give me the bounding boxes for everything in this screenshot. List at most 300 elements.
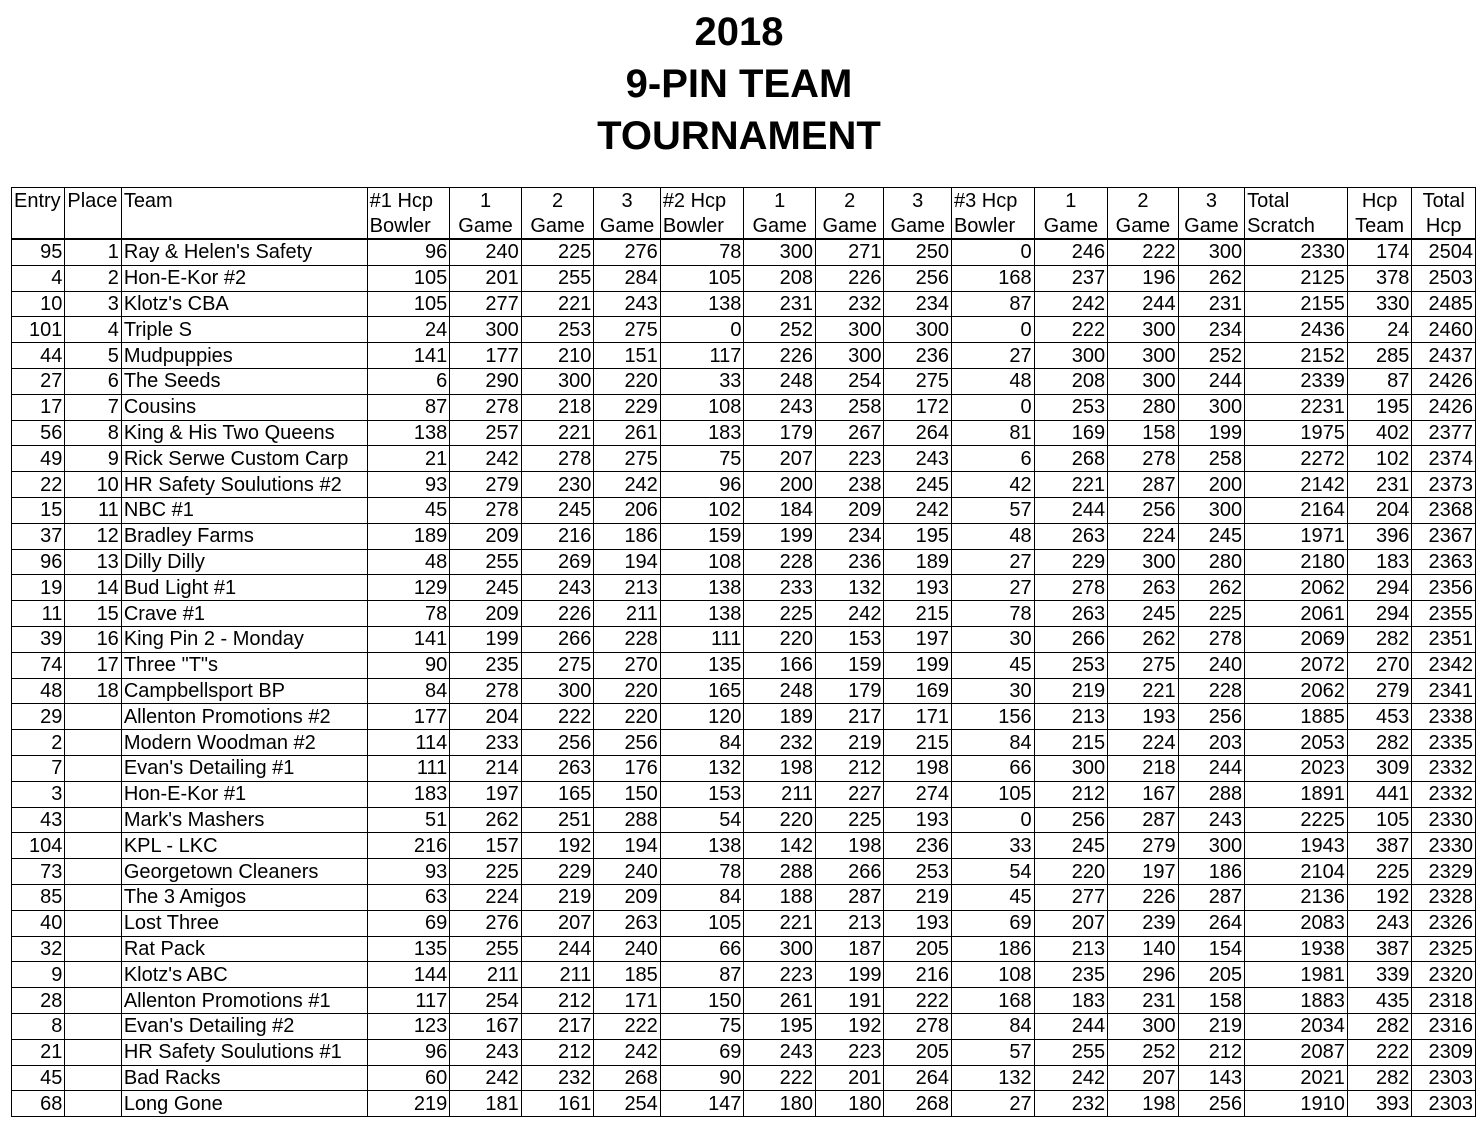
table-row — [12, 1013, 1476, 1039]
cell-bowler1-hcp: 141 — [367, 343, 450, 369]
cell-bowler2-game3: 216 — [884, 962, 952, 988]
cell-bowler3-hcp: 105 — [951, 781, 1034, 807]
table-row — [12, 265, 1476, 291]
cell-bowler3-hcp: 156 — [951, 704, 1034, 730]
cell-bowler3-game2: 245 — [1108, 601, 1179, 627]
cell-entry: 74 — [12, 652, 65, 678]
cell-entry: 21 — [12, 1039, 65, 1065]
cell-bowler2-game1: 228 — [744, 549, 816, 575]
cell-bowler3-game1: 244 — [1034, 497, 1108, 523]
table-row — [12, 626, 1476, 652]
cell-bowler3-game2: 244 — [1108, 291, 1179, 317]
cell-bowler1-game3: 176 — [594, 755, 660, 781]
header-bowler3-game3: 3 — [1178, 188, 1244, 214]
cell-place: 9 — [65, 446, 121, 472]
cell-entry: 85 — [12, 884, 65, 910]
cell-bowler1-game3: 206 — [594, 497, 660, 523]
cell-bowler1-game3: 240 — [594, 859, 660, 885]
cell-bowler3-game1: 229 — [1034, 549, 1108, 575]
cell-total-scratch: 1943 — [1245, 833, 1348, 859]
cell-bowler3-hcp: 45 — [951, 884, 1034, 910]
cell-bowler1-game2: 266 — [521, 626, 594, 652]
cell-bowler3-game3: 300 — [1178, 497, 1244, 523]
cell-bowler3-game3: 280 — [1178, 549, 1244, 575]
cell-total-scratch: 2436 — [1245, 317, 1348, 343]
cell-team: Dilly Dilly — [121, 549, 367, 575]
cell-bowler3-game1: 208 — [1034, 368, 1108, 394]
cell-bowler2-game1: 211 — [744, 781, 816, 807]
cell-total-hcp: 2335 — [1412, 730, 1476, 756]
cell-bowler2-hcp: 75 — [660, 1013, 744, 1039]
table-row — [12, 1065, 1476, 1091]
cell-bowler1-game1: 235 — [450, 652, 522, 678]
cell-hcp-team: 453 — [1347, 704, 1411, 730]
cell-bowler1-hcp: 48 — [367, 549, 450, 575]
cell-bowler3-game3: 264 — [1178, 910, 1244, 936]
cell-entry: 96 — [12, 549, 65, 575]
cell-bowler1-game1: 277 — [450, 291, 522, 317]
cell-total-scratch: 2339 — [1245, 368, 1348, 394]
cell-bowler2-hcp: 84 — [660, 884, 744, 910]
cell-total-hcp: 2330 — [1412, 807, 1476, 833]
header-bowler1-hcp: Bowler — [367, 213, 450, 239]
cell-bowler3-hcp: 186 — [951, 936, 1034, 962]
cell-bowler3-game2: 207 — [1108, 1065, 1179, 1091]
cell-bowler1-game1: 211 — [450, 962, 522, 988]
cell-place: 18 — [65, 678, 121, 704]
header-total-hcp: Hcp — [1412, 213, 1476, 239]
cell-bowler1-hcp: 144 — [367, 962, 450, 988]
cell-bowler3-hcp: 45 — [951, 652, 1034, 678]
cell-bowler2-game2: 199 — [815, 962, 884, 988]
cell-bowler1-game2: 221 — [521, 420, 594, 446]
cell-bowler3-game3: 234 — [1178, 317, 1244, 343]
cell-total-scratch: 1891 — [1245, 781, 1348, 807]
cell-bowler1-game3: 228 — [594, 626, 660, 652]
cell-total-hcp: 2437 — [1412, 343, 1476, 369]
cell-place: 5 — [65, 343, 121, 369]
cell-team: Evan's Detailing #1 — [121, 755, 367, 781]
cell-bowler3-game3: 154 — [1178, 936, 1244, 962]
cell-bowler2-game1: 300 — [744, 239, 816, 265]
cell-entry: 32 — [12, 936, 65, 962]
cell-entry: 2 — [12, 730, 65, 756]
cell-bowler1-game3: 288 — [594, 807, 660, 833]
cell-place: 4 — [65, 317, 121, 343]
cell-bowler2-hcp: 66 — [660, 936, 744, 962]
header-total-scratch: Scratch — [1245, 213, 1348, 239]
cell-bowler2-game3: 198 — [884, 755, 952, 781]
cell-total-hcp: 2329 — [1412, 859, 1476, 885]
header-bowler1-game2: 2 — [521, 188, 594, 214]
cell-entry: 29 — [12, 704, 65, 730]
header-bowler1-game2: Game — [521, 213, 594, 239]
cell-bowler1-hcp: 105 — [367, 291, 450, 317]
cell-total-scratch: 2072 — [1245, 652, 1348, 678]
cell-bowler3-game1: 263 — [1034, 601, 1108, 627]
cell-bowler3-game2: 252 — [1108, 1039, 1179, 1065]
cell-place — [65, 1039, 121, 1065]
cell-bowler3-game2: 287 — [1108, 472, 1179, 498]
cell-hcp-team: 24 — [1347, 317, 1411, 343]
cell-total-hcp: 2326 — [1412, 910, 1476, 936]
cell-total-scratch: 1883 — [1245, 988, 1348, 1014]
cell-total-scratch: 2062 — [1245, 575, 1348, 601]
cell-bowler1-game2: 269 — [521, 549, 594, 575]
cell-entry: 40 — [12, 910, 65, 936]
cell-bowler1-game1: 209 — [450, 523, 522, 549]
cell-bowler1-game3: 275 — [594, 446, 660, 472]
cell-bowler1-hcp: 6 — [367, 368, 450, 394]
standings-table — [11, 187, 1476, 1117]
cell-bowler2-game2: 219 — [815, 730, 884, 756]
cell-total-scratch: 2104 — [1245, 859, 1348, 885]
cell-bowler2-game1: 208 — [744, 265, 816, 291]
cell-total-hcp: 2351 — [1412, 626, 1476, 652]
cell-bowler1-hcp: 96 — [367, 239, 450, 265]
header-bowler3-hcp: #3 Hcp — [951, 188, 1034, 214]
cell-bowler2-game1: 225 — [744, 601, 816, 627]
cell-bowler1-hcp: 96 — [367, 1039, 450, 1065]
cell-bowler2-game3: 169 — [884, 678, 952, 704]
cell-bowler2-game1: 220 — [744, 807, 816, 833]
cell-bowler1-game2: 212 — [521, 1039, 594, 1065]
cell-bowler1-hcp: 123 — [367, 1013, 450, 1039]
cell-bowler2-game2: 236 — [815, 549, 884, 575]
cell-place: 6 — [65, 368, 121, 394]
cell-hcp-team: 222 — [1347, 1039, 1411, 1065]
cell-team: Hon-E-Kor #2 — [121, 265, 367, 291]
cell-bowler1-hcp: 63 — [367, 884, 450, 910]
cell-bowler3-game2: 287 — [1108, 807, 1179, 833]
cell-bowler3-game1: 213 — [1034, 936, 1108, 962]
cell-bowler1-game3: 194 — [594, 549, 660, 575]
cell-total-hcp: 2367 — [1412, 523, 1476, 549]
cell-bowler1-game3: 284 — [594, 265, 660, 291]
cell-bowler2-game2: 179 — [815, 678, 884, 704]
cell-bowler2-game3: 236 — [884, 343, 952, 369]
cell-place — [65, 962, 121, 988]
header-entry — [12, 213, 65, 239]
cell-bowler3-game2: 300 — [1108, 1013, 1179, 1039]
cell-total-scratch: 1910 — [1245, 1091, 1348, 1117]
cell-total-scratch: 1885 — [1245, 704, 1348, 730]
header-bowler3-game1: 1 — [1034, 188, 1108, 214]
cell-bowler1-game1: 245 — [450, 575, 522, 601]
cell-bowler2-game1: 179 — [744, 420, 816, 446]
cell-bowler3-hcp: 84 — [951, 1013, 1034, 1039]
cell-team: Rick Serwe Custom Carp — [121, 446, 367, 472]
cell-bowler3-game1: 221 — [1034, 472, 1108, 498]
cell-bowler1-game2: 245 — [521, 497, 594, 523]
cell-bowler1-game1: 255 — [450, 936, 522, 962]
cell-bowler1-game2: 226 — [521, 601, 594, 627]
cell-bowler2-game2: 271 — [815, 239, 884, 265]
cell-bowler1-game1: 224 — [450, 884, 522, 910]
cell-bowler2-game2: 132 — [815, 575, 884, 601]
cell-total-scratch: 1981 — [1245, 962, 1348, 988]
cell-bowler3-game1: 207 — [1034, 910, 1108, 936]
cell-hcp-team: 309 — [1347, 755, 1411, 781]
cell-total-hcp: 2330 — [1412, 833, 1476, 859]
cell-bowler1-hcp: 141 — [367, 626, 450, 652]
cell-bowler2-game2: 153 — [815, 626, 884, 652]
cell-bowler2-game3: 234 — [884, 291, 952, 317]
header-bowler2-game3: 3 — [884, 188, 952, 214]
cell-bowler2-game1: 180 — [744, 1091, 816, 1117]
cell-bowler2-game3: 253 — [884, 859, 952, 885]
cell-bowler1-hcp: 114 — [367, 730, 450, 756]
cell-team: Klotz's ABC — [121, 962, 367, 988]
cell-bowler2-hcp: 87 — [660, 962, 744, 988]
cell-bowler2-game2: 242 — [815, 601, 884, 627]
cell-bowler2-game2: 223 — [815, 1039, 884, 1065]
cell-bowler1-game2: 222 — [521, 704, 594, 730]
header-bowler1-game3: 3 — [594, 188, 660, 214]
cell-bowler2-game1: 198 — [744, 755, 816, 781]
cell-bowler2-game1: 243 — [744, 1039, 816, 1065]
cell-hcp-team: 279 — [1347, 678, 1411, 704]
cell-total-scratch: 2062 — [1245, 678, 1348, 704]
cell-bowler1-game3: 242 — [594, 1039, 660, 1065]
cell-team: Evan's Detailing #2 — [121, 1013, 367, 1039]
header-total-scratch: Total — [1245, 188, 1348, 214]
cell-bowler1-hcp: 21 — [367, 446, 450, 472]
cell-place — [65, 781, 121, 807]
cell-bowler2-hcp: 120 — [660, 704, 744, 730]
cell-bowler1-game2: 216 — [521, 523, 594, 549]
cell-bowler1-game1: 225 — [450, 859, 522, 885]
cell-bowler2-game3: 275 — [884, 368, 952, 394]
cell-total-scratch: 1975 — [1245, 420, 1348, 446]
cell-total-scratch: 2142 — [1245, 472, 1348, 498]
cell-bowler2-game1: 184 — [744, 497, 816, 523]
cell-entry: 10 — [12, 291, 65, 317]
cell-bowler1-game3: 220 — [594, 368, 660, 394]
cell-bowler2-hcp: 147 — [660, 1091, 744, 1117]
cell-bowler2-game3: 300 — [884, 317, 952, 343]
cell-bowler1-game3: 186 — [594, 523, 660, 549]
cell-bowler3-game2: 221 — [1108, 678, 1179, 704]
cell-bowler2-game3: 215 — [884, 730, 952, 756]
cell-total-hcp: 2503 — [1412, 265, 1476, 291]
cell-bowler1-game2: 251 — [521, 807, 594, 833]
cell-bowler1-hcp: 69 — [367, 910, 450, 936]
cell-bowler1-game2: 210 — [521, 343, 594, 369]
cell-bowler2-game3: 245 — [884, 472, 952, 498]
cell-entry: 37 — [12, 523, 65, 549]
header-bowler1-game1: 1 — [450, 188, 522, 214]
cell-total-scratch: 2231 — [1245, 394, 1348, 420]
cell-entry: 22 — [12, 472, 65, 498]
cell-place: 12 — [65, 523, 121, 549]
cell-bowler2-hcp: 132 — [660, 755, 744, 781]
cell-bowler3-game1: 232 — [1034, 1091, 1108, 1117]
cell-place: 1 — [65, 239, 121, 265]
cell-total-hcp: 2485 — [1412, 291, 1476, 317]
header-bowler2-game2: Game — [815, 213, 884, 239]
cell-bowler2-game3: 197 — [884, 626, 952, 652]
cell-bowler2-game2: 180 — [815, 1091, 884, 1117]
cell-bowler1-game3: 194 — [594, 833, 660, 859]
cell-bowler3-game2: 300 — [1108, 343, 1179, 369]
cell-entry: 44 — [12, 343, 65, 369]
cell-bowler1-game2: 218 — [521, 394, 594, 420]
cell-bowler3-hcp: 168 — [951, 988, 1034, 1014]
cell-total-hcp: 2332 — [1412, 755, 1476, 781]
header-bowler2-game1: Game — [744, 213, 816, 239]
table-row — [12, 446, 1476, 472]
cell-bowler3-hcp: 0 — [951, 394, 1034, 420]
cell-hcp-team: 378 — [1347, 265, 1411, 291]
cell-bowler2-game1: 222 — [744, 1065, 816, 1091]
cell-team: Long Gone — [121, 1091, 367, 1117]
cell-place — [65, 910, 121, 936]
cell-bowler1-game1: 278 — [450, 497, 522, 523]
cell-total-scratch: 2034 — [1245, 1013, 1348, 1039]
cell-team: Three "T"s — [121, 652, 367, 678]
cell-bowler1-game2: 221 — [521, 291, 594, 317]
cell-bowler2-game2: 287 — [815, 884, 884, 910]
cell-total-scratch: 2023 — [1245, 755, 1348, 781]
cell-bowler2-game2: 191 — [815, 988, 884, 1014]
cell-bowler1-hcp: 189 — [367, 523, 450, 549]
cell-place — [65, 1013, 121, 1039]
cell-bowler2-game2: 226 — [815, 265, 884, 291]
cell-bowler3-hcp: 57 — [951, 497, 1034, 523]
cell-bowler2-game3: 243 — [884, 446, 952, 472]
cell-bowler2-game3: 171 — [884, 704, 952, 730]
cell-bowler2-game3: 274 — [884, 781, 952, 807]
cell-bowler1-game2: 207 — [521, 910, 594, 936]
cell-bowler2-hcp: 108 — [660, 394, 744, 420]
cell-team: Campbellsport BP — [121, 678, 367, 704]
cell-bowler3-game2: 231 — [1108, 988, 1179, 1014]
cell-bowler1-hcp: 216 — [367, 833, 450, 859]
cell-bowler3-game1: 266 — [1034, 626, 1108, 652]
cell-bowler3-hcp: 108 — [951, 962, 1034, 988]
header-place: Place — [65, 188, 121, 214]
cell-bowler3-hcp: 69 — [951, 910, 1034, 936]
cell-entry: 43 — [12, 807, 65, 833]
table-row — [12, 368, 1476, 394]
cell-entry: 15 — [12, 497, 65, 523]
cell-team: Modern Woodman #2 — [121, 730, 367, 756]
cell-hcp-team: 387 — [1347, 833, 1411, 859]
cell-total-scratch: 2225 — [1245, 807, 1348, 833]
cell-total-scratch: 2125 — [1245, 265, 1348, 291]
cell-bowler2-game3: 172 — [884, 394, 952, 420]
cell-entry: 9 — [12, 962, 65, 988]
cell-bowler2-game2: 212 — [815, 755, 884, 781]
cell-bowler3-hcp: 0 — [951, 807, 1034, 833]
table-row — [12, 678, 1476, 704]
cell-bowler2-hcp: 84 — [660, 730, 744, 756]
cell-total-scratch: 2083 — [1245, 910, 1348, 936]
cell-bowler2-game2: 267 — [815, 420, 884, 446]
cell-hcp-team: 441 — [1347, 781, 1411, 807]
cell-bowler2-game1: 207 — [744, 446, 816, 472]
cell-bowler2-game3: 189 — [884, 549, 952, 575]
cell-bowler1-game3: 275 — [594, 317, 660, 343]
cell-bowler2-hcp: 135 — [660, 652, 744, 678]
cell-bowler1-hcp: 84 — [367, 678, 450, 704]
header-total-hcp: Total — [1412, 188, 1476, 214]
cell-bowler1-game2: 278 — [521, 446, 594, 472]
cell-bowler2-game2: 227 — [815, 781, 884, 807]
title-type: TOURNAMENT — [597, 114, 881, 158]
cell-bowler1-game3: 240 — [594, 936, 660, 962]
cell-entry: 39 — [12, 626, 65, 652]
cell-bowler1-game3: 151 — [594, 343, 660, 369]
cell-bowler3-game1: 246 — [1034, 239, 1108, 265]
cell-bowler1-game2: 232 — [521, 1065, 594, 1091]
cell-bowler1-game3: 185 — [594, 962, 660, 988]
cell-bowler3-game2: 222 — [1108, 239, 1179, 265]
cell-bowler1-game2: 244 — [521, 936, 594, 962]
cell-bowler1-game1: 257 — [450, 420, 522, 446]
cell-bowler1-game1: 279 — [450, 472, 522, 498]
header-bowler2-hcp: #2 Hcp — [660, 188, 744, 214]
cell-hcp-team: 192 — [1347, 884, 1411, 910]
cell-hcp-team: 393 — [1347, 1091, 1411, 1117]
cell-bowler2-hcp: 183 — [660, 420, 744, 446]
cell-bowler2-game2: 159 — [815, 652, 884, 678]
cell-place: 8 — [65, 420, 121, 446]
cell-bowler2-game2: 198 — [815, 833, 884, 859]
cell-hcp-team: 339 — [1347, 962, 1411, 988]
cell-bowler3-game2: 256 — [1108, 497, 1179, 523]
cell-hcp-team: 183 — [1347, 549, 1411, 575]
cell-bowler2-hcp: 78 — [660, 859, 744, 885]
cell-total-hcp: 2355 — [1412, 601, 1476, 627]
cell-bowler1-game1: 240 — [450, 239, 522, 265]
cell-bowler2-game1: 221 — [744, 910, 816, 936]
table-row — [12, 807, 1476, 833]
cell-bowler3-game3: 256 — [1178, 704, 1244, 730]
cell-bowler2-hcp: 69 — [660, 1039, 744, 1065]
table-row — [12, 497, 1476, 523]
cell-bowler1-game2: 219 — [521, 884, 594, 910]
cell-bowler1-game3: 242 — [594, 472, 660, 498]
cell-total-hcp: 2318 — [1412, 988, 1476, 1014]
cell-bowler1-hcp: 135 — [367, 936, 450, 962]
cell-bowler3-hcp: 42 — [951, 472, 1034, 498]
cell-bowler1-game2: 263 — [521, 755, 594, 781]
cell-bowler3-hcp: 27 — [951, 549, 1034, 575]
cell-place — [65, 730, 121, 756]
cell-bowler1-game1: 255 — [450, 549, 522, 575]
cell-bowler2-game3: 195 — [884, 523, 952, 549]
cell-hcp-team: 195 — [1347, 394, 1411, 420]
cell-total-hcp: 2338 — [1412, 704, 1476, 730]
cell-bowler3-game2: 224 — [1108, 523, 1179, 549]
cell-bowler3-game3: 244 — [1178, 368, 1244, 394]
cell-bowler2-game1: 288 — [744, 859, 816, 885]
cell-bowler2-hcp: 153 — [660, 781, 744, 807]
header-hcp-team: Team — [1347, 213, 1411, 239]
cell-bowler1-game2: 165 — [521, 781, 594, 807]
cell-bowler2-game3: 278 — [884, 1013, 952, 1039]
cell-entry: 56 — [12, 420, 65, 446]
cell-bowler1-game1: 181 — [450, 1091, 522, 1117]
cell-bowler2-hcp: 105 — [660, 265, 744, 291]
cell-bowler1-game2: 161 — [521, 1091, 594, 1117]
cell-bowler1-game1: 157 — [450, 833, 522, 859]
cell-total-scratch: 2330 — [1245, 239, 1348, 265]
cell-bowler1-game2: 256 — [521, 730, 594, 756]
cell-bowler3-game2: 296 — [1108, 962, 1179, 988]
